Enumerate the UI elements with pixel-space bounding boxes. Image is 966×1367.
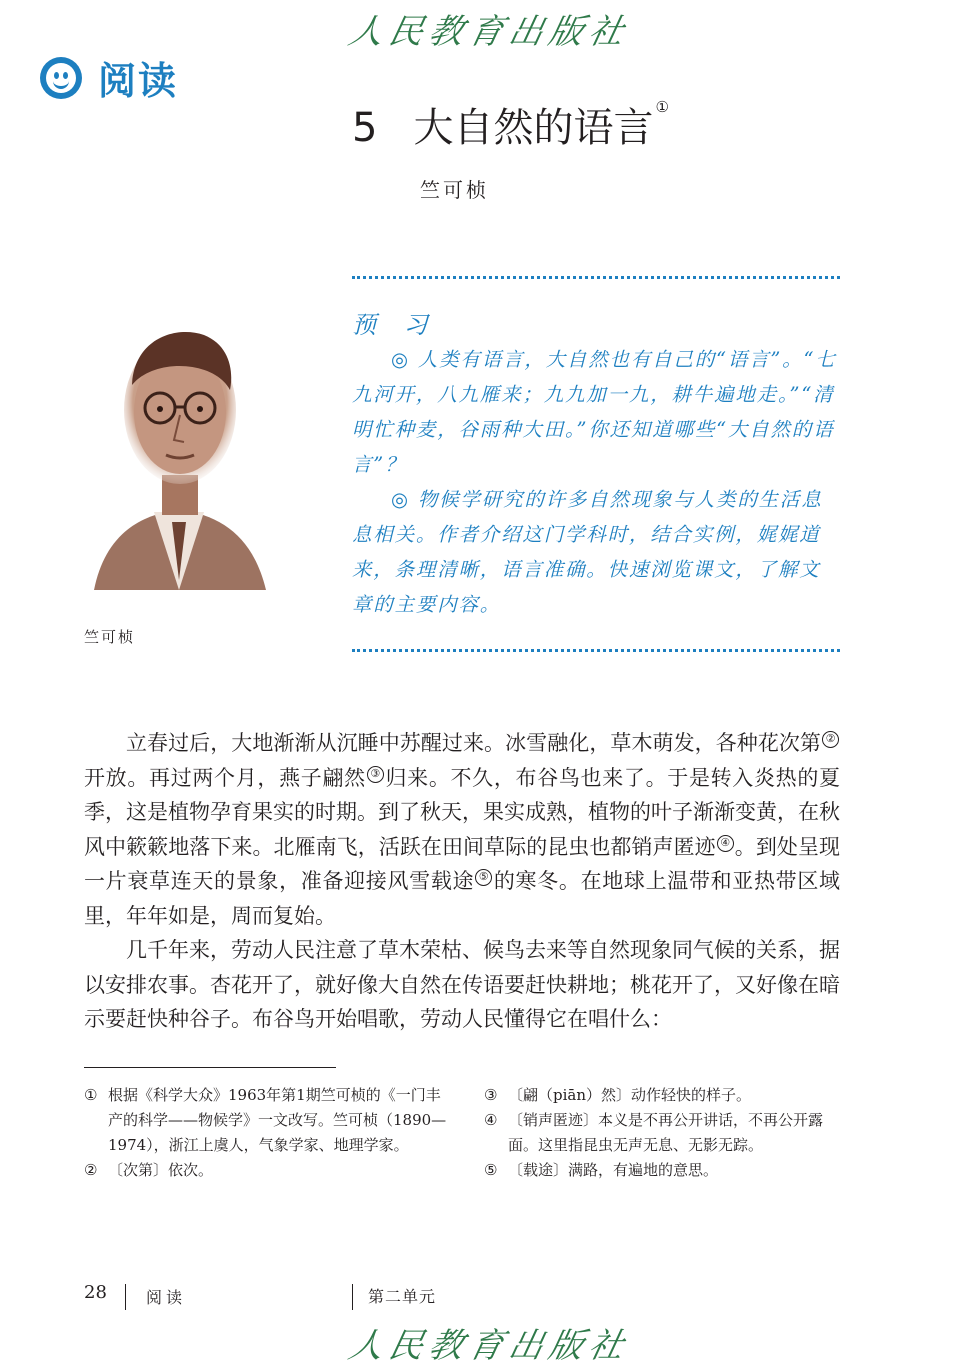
- footnote-text: 根据《科学大众》1963年第1期竺可桢的《一门丰产的科学——物候学》一文改写。竺可桢（1890—1974），浙江上虞人，气象学家、地理学家。: [108, 1086, 447, 1154]
- page-number: 28: [84, 1282, 107, 1303]
- section-badge: [40, 50, 178, 105]
- footnote-item: [84, 1083, 454, 1158]
- author-name: 竺可桢: [420, 178, 489, 202]
- footnote-number: ③: [484, 1086, 498, 1104]
- footnote-number: ②: [84, 1161, 98, 1179]
- preview-heading: 预 习: [352, 311, 438, 339]
- body-paragraph: 几千年来，劳动人民注意了草木荣枯、候鸟去来等自然现象同气候的关系，据以安排农事。杏花开了，就好像大自然在传语要赶快耕地；桃花开了，又好像在暗示要赶快种谷子。布谷鸟开始唱歌，劳动人民懂得它在唱什么：: [84, 938, 840, 1031]
- preview-bottom-divider: [352, 649, 840, 652]
- publisher-logo-bottom: 人民教育出版社: [345, 1326, 634, 1366]
- footnote-item: [484, 1158, 844, 1183]
- footnote-number: ①: [84, 1086, 98, 1104]
- footnote-mark[interactable]: ⑤: [475, 869, 492, 886]
- footnote-text: 〔载途〕满路，有遍地的意思。: [508, 1161, 719, 1179]
- footnote-divider: [84, 1067, 336, 1068]
- preview-paragraph: ◎ 人类有语言，大自然也有自己的“语言”。“七九河开，八九雁来；九九加一九，耕牛遍地走。”“清明忙种麦，谷雨种大田。”你还知道哪些“大自然的语言”？: [352, 348, 837, 476]
- footnote-item: [484, 1083, 844, 1108]
- footnote-item: [84, 1158, 454, 1183]
- footer-divider: [125, 1284, 126, 1310]
- lesson-title-text: 大自然的语言: [413, 105, 654, 151]
- lesson-number: 5: [352, 105, 378, 151]
- preview-paragraph: ◎ 物候学研究的许多自然现象与人类的生活息息相关。作者介绍这门学科时，结合实例，娓娓道来，条理清晰，语言准确。快速浏览课文，了解文章的主要内容。: [352, 488, 823, 616]
- section-label: 阅读: [98, 59, 179, 103]
- footnotes-right: [484, 1083, 844, 1183]
- footnote-text: 〔翩（piān）然〕动作轻快的样子。: [508, 1086, 752, 1104]
- portrait-caption: 竺可桢: [84, 628, 136, 646]
- footer-divider: [352, 1284, 353, 1310]
- lesson-title: [352, 96, 669, 153]
- footnote-text: 〔次第〕依次。: [108, 1161, 214, 1179]
- title-footnote-mark[interactable]: ①: [655, 98, 669, 116]
- footnote-mark[interactable]: ③: [367, 766, 384, 783]
- main-text: [84, 726, 840, 1037]
- publisher-logo-top: 人民教育出版社: [345, 12, 634, 52]
- portrait-illustration: [84, 290, 274, 610]
- footnote-number: ⑤: [484, 1161, 498, 1179]
- preview-top-divider: [352, 276, 840, 279]
- footnote-mark[interactable]: ②: [822, 731, 839, 748]
- footnotes-left: [84, 1083, 454, 1183]
- footer-section: 阅读: [146, 1288, 187, 1307]
- smiley-icon: [40, 57, 82, 99]
- footnote-mark[interactable]: ④: [717, 835, 734, 852]
- footnote-text: 〔销声匿迹〕本义是不再公开讲话，不再公开露面。这里指昆虫无声无息、无影无踪。: [508, 1111, 824, 1154]
- body-paragraph: 立春过后，大地渐渐从沉睡中苏醒过来。冰雪融化，草木萌发，各种花次第 ②开放。再过两个月，燕子翩然 ③ 归来。不久，布谷鸟也来了。于是转入炎热的夏季，这是植物孕育果实的时期。到了秋天，果实成熟，植物的叶子渐渐变黄，在秋风中簌簌地落下来。北雁南飞，活跃在田间草际的昆虫也都销声匿迹 ④ 。到处呈现一片衰草连天的景象，准备迎接风雪载途 ⑤ 的寒冬。在地球上温带和亚热带区域里，年年如是，周而复始。: [84, 731, 841, 928]
- preview-body: [352, 342, 840, 622]
- footnote-item: [484, 1108, 844, 1158]
- footnote-number: ④: [484, 1111, 498, 1129]
- footer-unit: 第二单元: [368, 1287, 437, 1306]
